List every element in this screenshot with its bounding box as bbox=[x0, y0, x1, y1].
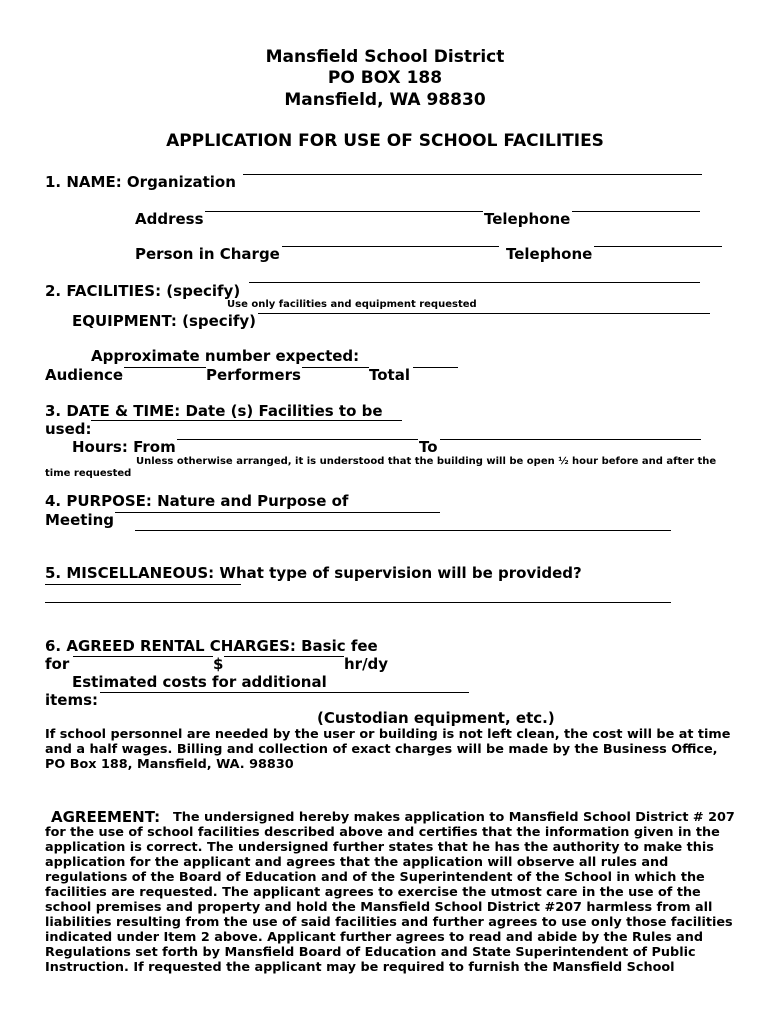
date-time-label: 3. DATE & TIME: Date (s) Facilities to be bbox=[45, 402, 383, 420]
for-label: for bbox=[45, 655, 70, 673]
agreement-line-9: indicated under Item 2 above. Applicant further agrees to read and abide by the Rules and bbox=[45, 930, 704, 945]
used-label: used: bbox=[45, 420, 92, 438]
facilities-field[interactable] bbox=[249, 282, 700, 283]
approx-number-label: Approximate number expected: bbox=[91, 347, 360, 365]
basic-fee-amount-field[interactable] bbox=[224, 656, 344, 657]
agreement-line-8: liabilities resulting from the use of said facilities and further agrees to use only those facilities bbox=[45, 915, 733, 930]
person-in-charge-field[interactable] bbox=[282, 246, 499, 247]
supervision-field-2[interactable] bbox=[45, 602, 671, 603]
meeting-label: Meeting bbox=[45, 511, 115, 529]
rental-note-line-1: If school personnel are needed by the user or building is not left clean, the cost will be at time bbox=[45, 727, 731, 742]
performers-field[interactable] bbox=[302, 367, 369, 368]
dollar-label: $ bbox=[213, 655, 224, 673]
items-label: items: bbox=[45, 691, 99, 709]
telephone-2-label: Telephone bbox=[506, 245, 593, 263]
building-open-note: Unless otherwise arranged, it is understood that the building will be open ½ hour before and after the bbox=[136, 456, 717, 467]
total-field[interactable] bbox=[413, 367, 458, 368]
name-organization-label: 1. NAME: Organization bbox=[45, 173, 236, 191]
estimated-costs-label: Estimated costs for additional bbox=[72, 673, 327, 691]
rental-note-line-3: PO Box 188, Mansfield, WA. 98830 bbox=[45, 757, 294, 772]
po-box: PO BOX 188 bbox=[327, 68, 443, 88]
purpose-label: 4. PURPOSE: Nature and Purpose of bbox=[45, 492, 349, 510]
hours-to-label: To bbox=[419, 438, 438, 456]
agreement-line-2: for the use of school facilities described above and certifies that the information given in the bbox=[45, 825, 720, 840]
miscellaneous-label: 5. MISCELLANEOUS: What type of supervision will be provided? bbox=[45, 564, 582, 582]
agreement-line-1: The undersigned hereby makes application to Mansfield School District # 207 bbox=[173, 810, 735, 825]
agreement-line-5: regulations of the Board of Education and of the Superintendent of the School in which the bbox=[45, 870, 705, 885]
rental-note-line-2: and a half wages. Billing and collection of exact charges will be made by the Business Office, bbox=[45, 742, 718, 757]
total-label: Total bbox=[369, 366, 410, 384]
supervision-field[interactable] bbox=[45, 584, 241, 585]
custodian-note: (Custodian equipment, etc.) bbox=[317, 709, 555, 727]
agreement-line-10: Regulations set forth by Mansfield Board of Education and State Superintendent of Public bbox=[45, 945, 696, 960]
audience-field[interactable] bbox=[124, 367, 206, 368]
telephone-field[interactable] bbox=[572, 211, 700, 212]
performers-label: Performers bbox=[206, 366, 301, 384]
agreement-line-6: facilities are requested. The applicant agrees to exercise the utmost care in the use of the bbox=[45, 885, 701, 900]
hours-from-label: Hours: From bbox=[72, 438, 176, 456]
page-title: APPLICATION FOR USE OF SCHOOL FACILITIES bbox=[166, 131, 604, 151]
agreement-heading: AGREEMENT: bbox=[51, 808, 161, 826]
address-field[interactable] bbox=[205, 211, 483, 212]
building-open-note-cont: time requested bbox=[45, 468, 132, 479]
agreement-line-3: application is correct. The undersigned further states that he has the authority to make this bbox=[45, 840, 714, 855]
equipment-label: EQUIPMENT: (specify) bbox=[72, 312, 256, 330]
telephone-label: Telephone bbox=[484, 210, 571, 228]
city-address: Mansfield, WA 98830 bbox=[284, 90, 486, 110]
dates-field[interactable] bbox=[91, 420, 402, 421]
audience-label: Audience bbox=[45, 366, 124, 384]
organization-field[interactable] bbox=[243, 174, 702, 175]
hr-dy-label: hr/dy bbox=[344, 655, 389, 673]
basic-fee-for-field[interactable] bbox=[73, 656, 213, 657]
address-label: Address bbox=[135, 210, 204, 228]
agreement-line-7: school premises and property and hold the Mansfield School District #207 harmless from all bbox=[45, 900, 713, 915]
rental-charges-label: 6. AGREED RENTAL CHARGES: Basic fee bbox=[45, 637, 378, 655]
district-name: Mansfield School District bbox=[265, 47, 505, 67]
purpose-field[interactable] bbox=[115, 512, 440, 513]
additional-items-field[interactable] bbox=[100, 692, 469, 693]
telephone-2-field[interactable] bbox=[594, 246, 722, 247]
person-in-charge-label: Person in Charge bbox=[135, 245, 280, 263]
agreement-line-11: Instruction. If requested the applicant may be required to furnish the Mansfield School bbox=[45, 960, 675, 975]
purpose-field-2[interactable] bbox=[135, 530, 671, 531]
facilities-note: Use only facilities and equipment requested bbox=[227, 299, 477, 310]
agreement-line-4: application for the applicant and agrees that the application will observe all rules and bbox=[45, 855, 669, 870]
equipment-field[interactable] bbox=[258, 313, 710, 314]
hours-from-field[interactable] bbox=[177, 439, 418, 440]
facilities-label: 2. FACILITIES: (specify) bbox=[45, 282, 241, 300]
hours-to-field[interactable] bbox=[440, 439, 701, 440]
